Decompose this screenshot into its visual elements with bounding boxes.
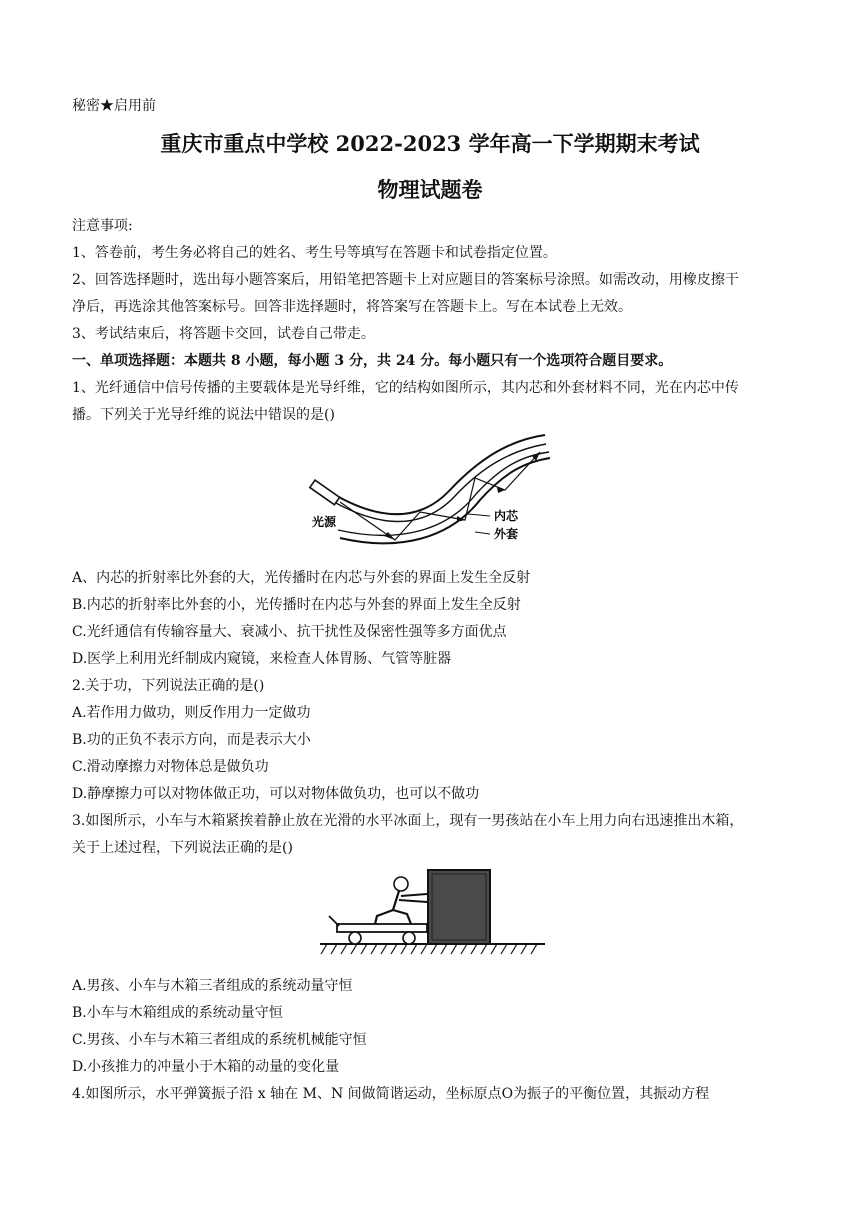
q3-option-a: A.男孩、小车与木箱三者组成的系统动量守恒: [72, 978, 353, 994]
section-heading: 一、单项选择题：本题共 8 小题，每小题 3 分，共 24 分。每小题只有一个选项符合题目要求。: [72, 353, 673, 369]
notice-item-3: 3、考试结束后，将答题卡交回，试卷自己带走。: [72, 326, 375, 342]
q3-stem-line1: 3.如图所示，小车与木箱紧挨着静止放在光滑的水平冰面上，现有一男孩站在小车上用力向右迅速推出木箱，: [72, 813, 744, 829]
notice-item-1: 1、答卷前，考生务必将自己的姓名、考生号等填写在答题卡和试卷指定位置。: [72, 245, 557, 261]
q2-stem: 2.关于功，下列说法正确的是(): [72, 678, 265, 694]
notice-heading: 注意事项:: [72, 218, 133, 234]
q1-stem-line2: 播。下列关于光导纤维的说法中错误的是(): [72, 407, 335, 423]
label-core: 内芯: [494, 509, 519, 523]
notice-item-2: 2、回答选择题时，选出每小题答案后，用铅笔把答题卡上对应题目的答案标号涂照。如需改动，用橡皮擦干: [72, 272, 739, 288]
cart-box-figure: [315, 866, 550, 962]
secret-mark: 秘密★启用前: [72, 98, 156, 114]
q2-option-d: D.静摩擦力可以对物体做正功，可以对物体做负功，也可以不做功: [72, 786, 480, 802]
q3-option-d: D.小孩推力的冲量小于木箱的动量的变化量: [72, 1059, 340, 1075]
q2-option-b: B.功的正负不表示方向，而是表示大小: [72, 732, 311, 748]
q4-stem: 4.如图所示，水平弹簧振子沿 x 轴在 M、N 间做简谐运动，坐标原点O为振子的平衡位置，其振动方程: [72, 1086, 710, 1102]
exam-title: 重庆市重点中学校 2022-2023 学年高一下学期期末考试: [160, 131, 700, 156]
q1-option-c: C.光纤通信有传输容量大、衰减小、抗干扰性及保密性强等多方面优点: [72, 624, 507, 640]
q1-option-a: A、内芯的折射率比外套的大，光传播时在内芯与外套的界面上发生全反射: [72, 570, 531, 586]
notice-item-2-cont: 净后，再选涂其他答案标号。回答非选择题时，将答案写在答题卡上。写在本试卷上无效。: [72, 299, 632, 315]
q1-stem-line1: 1、光纤通信中信号传播的主要载体是光导纤维，它的结构如图所示，其内芯和外套材料不同，光在内芯中传: [72, 380, 739, 396]
q1-option-b: B.内芯的折射率比外套的小，光传播时在内芯与外套的界面上发生全反射: [72, 597, 521, 613]
optical-fiber-figure: [300, 430, 560, 560]
q2-option-c: C.滑动摩擦力对物体总是做负功: [72, 759, 269, 775]
q1-option-d: D.医学上利用光纤制成内窥镜，来检查人体胃肠、气管等脏器: [72, 651, 452, 667]
q3-stem-line2: 关于上述过程，下列说法正确的是(): [72, 840, 293, 856]
exam-subtitle: 物理试题卷: [377, 177, 483, 202]
light-source-icon: [310, 480, 340, 505]
label-cladding: 外套: [494, 527, 519, 541]
q2-option-a: A.若作用力做功，则反作用力一定做功: [72, 705, 311, 721]
label-light-source: 光源: [312, 515, 337, 529]
q3-option-b: B.小车与木箱组成的系统动量守恒: [72, 1005, 283, 1021]
q3-option-c: C.男孩、小车与木箱三者组成的系统机械能守恒: [72, 1032, 367, 1048]
